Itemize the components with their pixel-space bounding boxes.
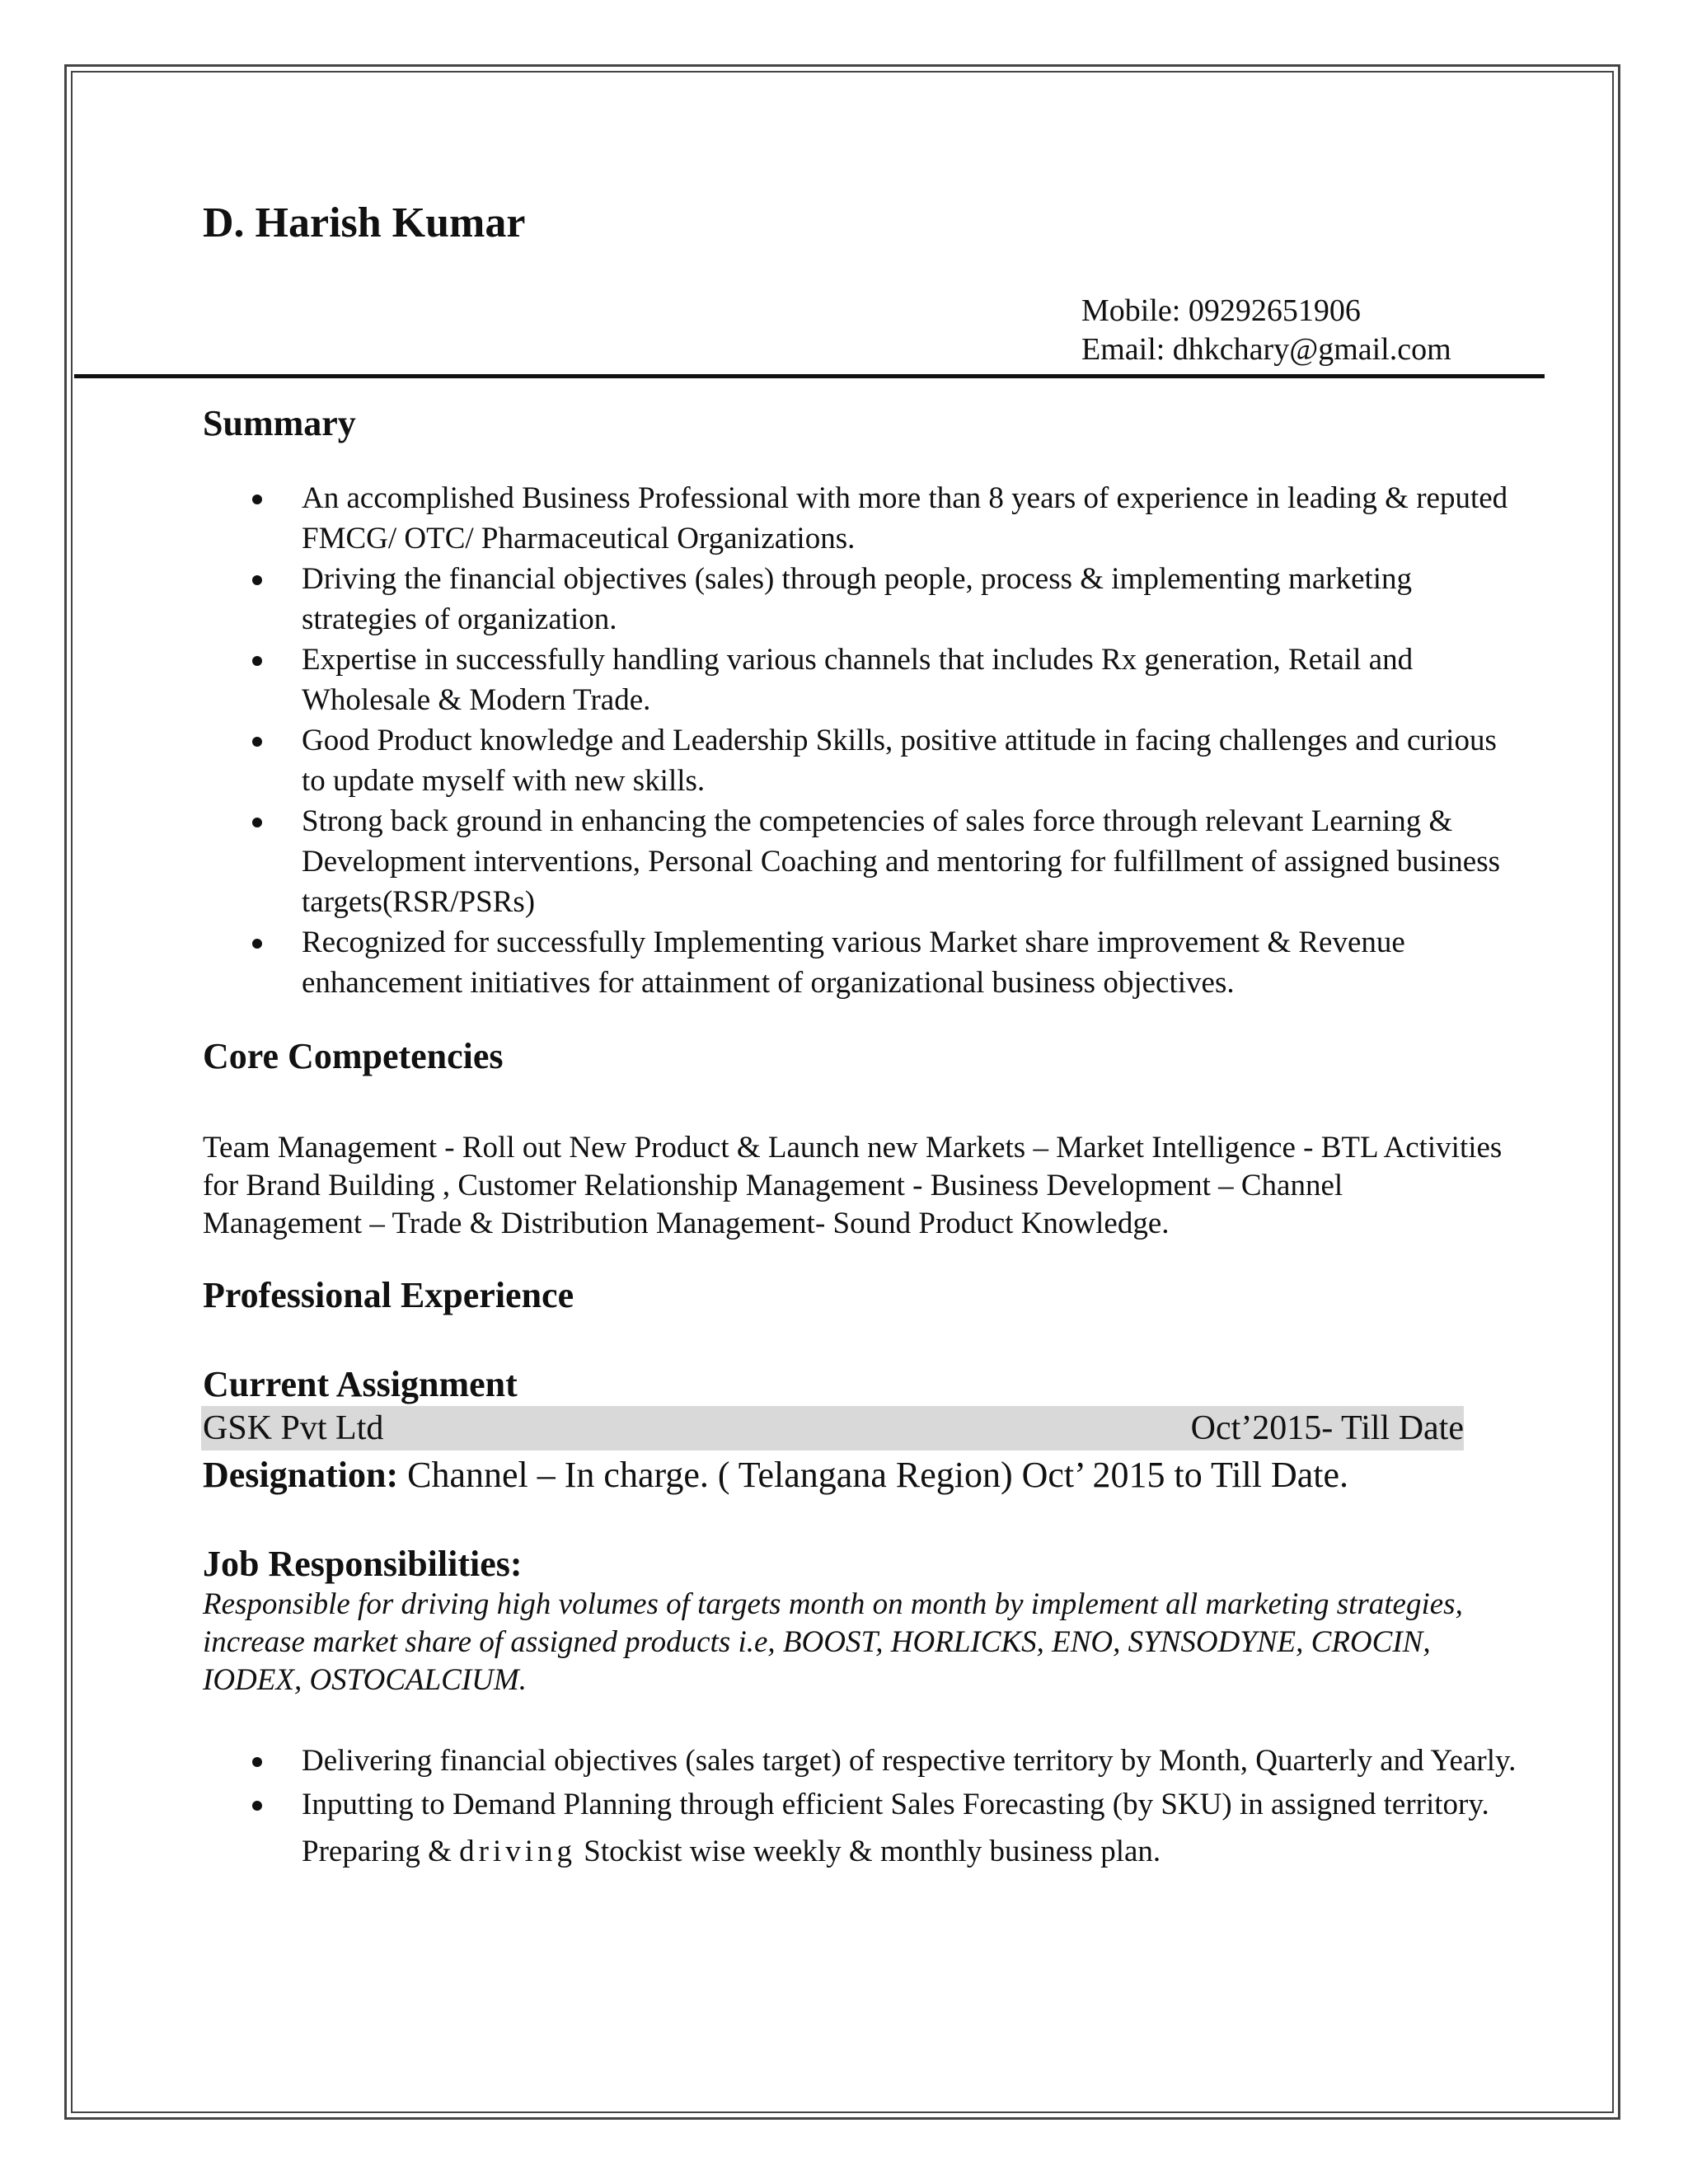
current-assignment-heading: Current Assignment <box>203 1364 518 1404</box>
job-responsibilities-list <box>203 1741 1522 1875</box>
company-name: GSK Pvt Ltd <box>203 1409 384 1447</box>
job-item: Inputting to Demand Planning through efficient Sales Forecasting (by SKU) in assigned territory. Preparing & driving Stockist wise weekly & monthly business plan. <box>203 1781 1522 1875</box>
company-period: Oct’2015- Till Date <box>1190 1409 1464 1447</box>
summary-item: Driving the financial objectives (sales) through people, process & implementing marketing strategies of organization. <box>203 559 1522 640</box>
bullet-icon <box>252 1801 262 1811</box>
bullet-icon <box>252 818 262 827</box>
summary-item: Good Product knowledge and Leadership Skills, positive attitude in facing challenges and curious to update myself with new skills. <box>203 720 1522 801</box>
job-item: Delivering financial objectives (sales target) of respective territory by Month, Quarterly and Yearly. <box>203 1741 1522 1781</box>
designation-label: Designation: <box>203 1455 399 1495</box>
email-address: Email: dhkchary@gmail.com <box>1081 332 1451 367</box>
summary-item: Recognized for successfully Implementing various Market share improvement & Revenue enhancement initiatives for attainment of organizational business objectives. <box>203 922 1522 1003</box>
header-divider <box>74 374 1545 378</box>
job-responsibilities-heading: Job Responsibilities: <box>203 1544 523 1584</box>
bullet-icon <box>252 939 262 949</box>
bullet-icon <box>252 575 262 585</box>
summary-item: Strong back ground in enhancing the competencies of sales force through relevant Learning & Development interventions, Personal Coaching and mentoring for fulfillment of assigned business targets(RSR/PSRs) <box>203 801 1522 922</box>
summary-item: An accomplished Business Professional with more than 8 years of experience in leading & reputed FMCG/ OTC/ Pharmaceutical Organizations. <box>203 478 1522 559</box>
designation-value: Channel – In charge. ( Telangana Region) Oct’ 2015 to Till Date. <box>398 1455 1349 1495</box>
bullet-icon <box>252 494 262 504</box>
bullet-icon <box>252 656 262 666</box>
job-responsibilities-intro: Responsible for driving high volumes of targets month on month by implement all marketing strategies, increase market share of assigned products i.e, BOOST, HORLICKS, ENO, SYNSODYNE, CROCIN, IODEX, OSTOCALCIUM. <box>203 1587 1463 1697</box>
professional-experience-heading: Professional Experience <box>203 1275 574 1315</box>
summary-list <box>203 478 1522 1003</box>
summary-heading: Summary <box>203 403 356 443</box>
contact-block <box>1081 292 1451 369</box>
core-competencies-heading: Core Competencies <box>203 1036 504 1076</box>
candidate-name: D. Harish Kumar <box>203 199 526 246</box>
core-competencies-text: Team Management - Roll out New Product & Launch new Markets – Market Intelligence - BTL Activities for Brand Building , Customer Relationship Management - Business Development – Channel Management – Trade & Distribution Management- Sound Product Knowledge. <box>203 1131 1503 1240</box>
bullet-icon <box>252 737 262 747</box>
summary-item: Expertise in successfully handling various channels that includes Rx generation, Retail and Wholesale & Modern Trade. <box>203 640 1522 720</box>
bullet-icon <box>252 1757 262 1767</box>
designation-line <box>203 1452 1348 1498</box>
mobile-number: Mobile: 09292651906 <box>1081 293 1361 328</box>
company-row <box>201 1406 1464 1451</box>
